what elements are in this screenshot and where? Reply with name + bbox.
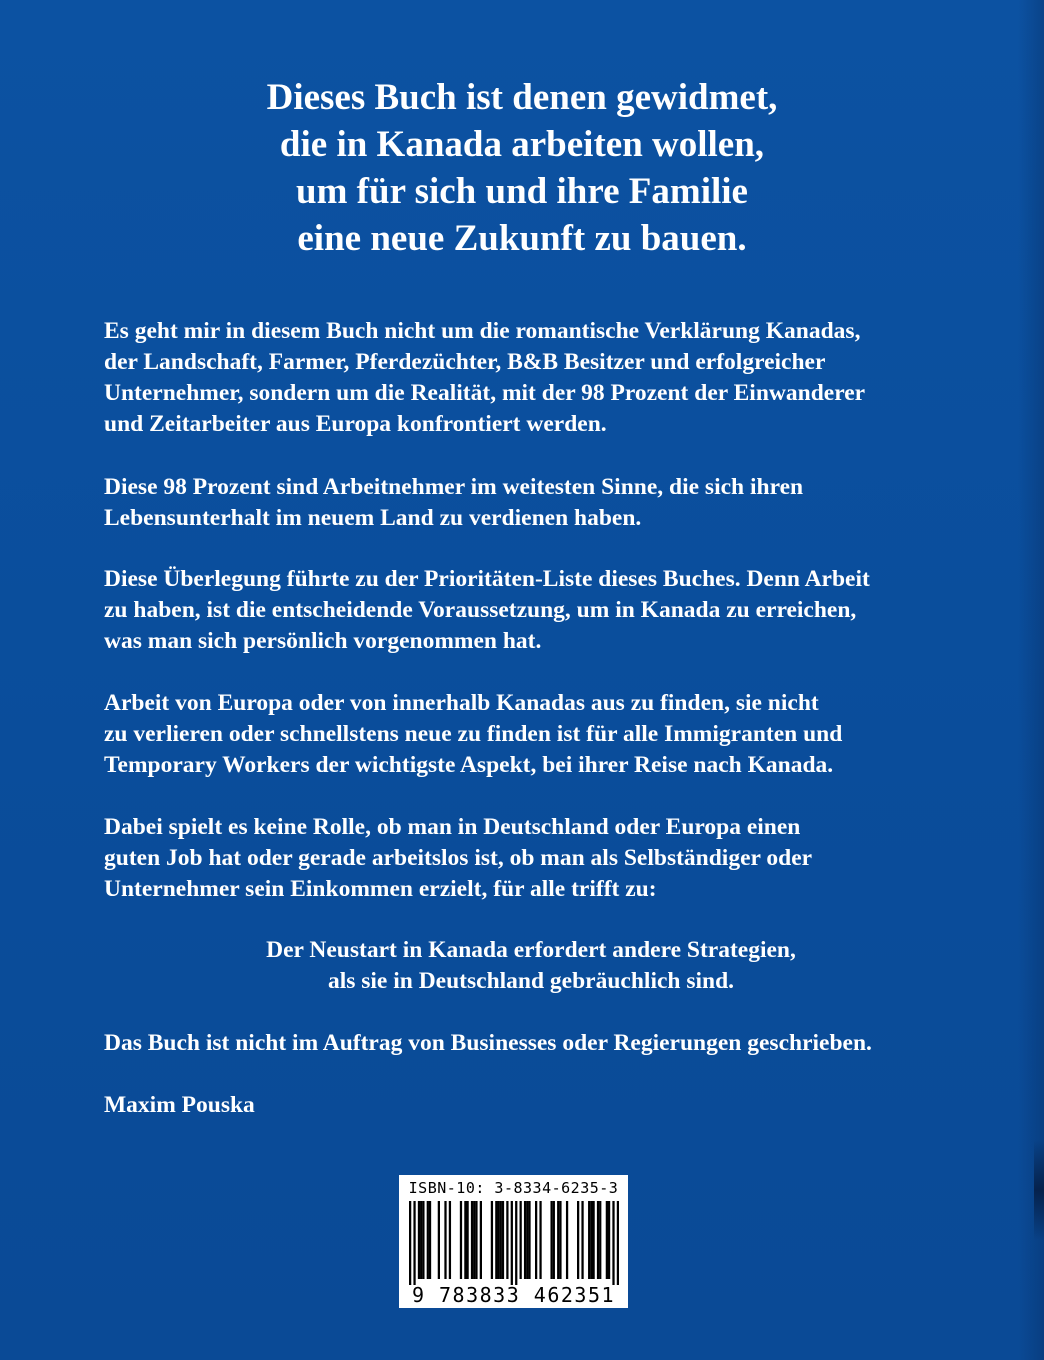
paragraph-finding-work xyxy=(104,688,954,781)
text-line: zu haben, ist die entscheidende Voraussetzung, um in Kanada zu erreichen, xyxy=(104,597,857,623)
barcode-bar xyxy=(590,1201,592,1279)
dedication-block xyxy=(0,74,1044,262)
paragraph-98-percent xyxy=(104,472,954,534)
barcode-bar xyxy=(559,1201,561,1279)
ean-13-digits: 9 783833 462351 xyxy=(411,1283,616,1307)
barcode-bar xyxy=(617,1201,619,1285)
barcode-bar xyxy=(495,1201,497,1279)
barcode-bar xyxy=(612,1201,614,1285)
barcode-bar xyxy=(566,1201,568,1279)
barcode-bar xyxy=(526,1201,528,1279)
barcode-bar xyxy=(460,1201,462,1279)
text-line: der Landschaft, Farmer, Pferdezüchter, B&B Besitzer und erfolgreicher xyxy=(104,349,826,375)
text-line: zu verlieren oder schnellstens neue zu finden ist für alle Immigranten und xyxy=(104,721,843,747)
text-line: Temporary Workers der wichtigste Aspekt, bei ihrer Reise nach Kanada. xyxy=(104,752,834,778)
barcode-bar xyxy=(577,1201,579,1279)
barcode-bar xyxy=(535,1201,537,1279)
page-edge-mark xyxy=(1034,1140,1044,1240)
barcode-bar xyxy=(606,1201,608,1279)
barcode-bar xyxy=(528,1201,530,1279)
barcode-bar xyxy=(588,1201,590,1279)
barcode-bar xyxy=(511,1201,513,1285)
paragraph-priorities xyxy=(104,564,954,657)
author-name: Maxim Pouska xyxy=(104,1092,255,1118)
barcode-bar xyxy=(597,1201,599,1279)
text-line: und Zeitarbeiter aus Europa konfrontiert werden. xyxy=(104,411,607,437)
barcode-bar xyxy=(418,1201,420,1279)
barcode-bar xyxy=(422,1201,424,1279)
paragraph-romantic xyxy=(104,316,954,440)
paragraph-strategies-quote xyxy=(0,935,1044,997)
barcode-bar xyxy=(502,1201,504,1279)
text-line: Unternehmer sein Einkommen erzielt, für alle trifft zu: xyxy=(104,876,657,902)
dedication-line: die in Kanada arbeiten wollen, xyxy=(279,124,765,165)
text-line: Dabei spielt es keine Rolle, ob man in Deutschland oder Europa einen xyxy=(104,814,801,840)
barcode-bar xyxy=(471,1201,473,1279)
dedication-line: Dieses Buch ist denen gewidmet, xyxy=(266,77,778,118)
barcode-bar xyxy=(480,1201,482,1279)
barcode-bar xyxy=(497,1201,499,1279)
barcode-bar xyxy=(409,1201,411,1285)
barcode-bars xyxy=(409,1201,619,1285)
barcode-bar xyxy=(506,1201,508,1279)
barcode-bar xyxy=(438,1201,440,1279)
isbn-barcode xyxy=(399,1175,628,1308)
barcode-bar xyxy=(466,1201,468,1279)
paragraph-disclaimer xyxy=(104,1028,954,1059)
barcode-bar xyxy=(464,1201,466,1279)
text-line: als sie in Deutschland gebräuchlich sind. xyxy=(327,968,735,994)
barcode-bar xyxy=(581,1201,583,1279)
isbn-10-label: ISBN-10: 3-8334-6235-3 xyxy=(408,1179,619,1197)
barcode-bar xyxy=(449,1201,451,1279)
barcode-bar xyxy=(429,1201,431,1279)
barcode-bar xyxy=(520,1201,522,1279)
text-line: guten Job hat oder gerade arbeitslos ist, ob man als Selbständiger oder xyxy=(104,845,813,871)
barcode-bar xyxy=(557,1201,559,1279)
barcode-bar xyxy=(500,1201,502,1279)
barcode-bar xyxy=(524,1201,526,1279)
paragraph-no-matter xyxy=(104,812,954,905)
barcode-bar xyxy=(473,1201,475,1279)
text-line: Diese 98 Prozent sind Arbeitnehmer im weitesten Sinne, die sich ihren xyxy=(104,474,804,500)
barcode-bar xyxy=(592,1201,594,1279)
text-line: Lebensunterhalt im neuem Land zu verdienen haben. xyxy=(104,505,642,531)
barcode-bar xyxy=(539,1201,541,1279)
barcode-bar xyxy=(491,1201,493,1279)
barcode-bar xyxy=(475,1201,477,1279)
text-line: Es geht mir in diesem Buch nicht um die romantische Verklärung Kanadas, xyxy=(104,318,861,344)
text-line: Das Buch ist nicht im Auftrag von Businesses oder Regierungen geschrieben. xyxy=(104,1030,872,1056)
barcode-bar xyxy=(413,1201,415,1285)
barcode-bar xyxy=(553,1201,555,1279)
barcode-bar xyxy=(444,1201,446,1279)
barcode-bar xyxy=(515,1201,517,1285)
barcode-bar xyxy=(550,1201,552,1279)
dedication-line: eine neue Zukunft zu bauen. xyxy=(297,218,747,259)
barcode-bar xyxy=(608,1201,610,1279)
text-line: Der Neustart in Kanada erfordert andere Strategien, xyxy=(266,937,796,963)
barcode-bar xyxy=(599,1201,601,1279)
dedication-line: um für sich und ihre Familie xyxy=(296,171,748,212)
text-line: Diese Überlegung führte zu der Prioritäten-Liste dieses Buches. Denn Arbeit xyxy=(104,566,870,592)
text-line: Arbeit von Europa oder von innerhalb Kanadas aus zu finden, sie nicht xyxy=(104,690,819,716)
barcode-bar xyxy=(420,1201,422,1279)
text-line: Unternehmer, sondern um die Realität, mit der 98 Prozent der Einwanderer xyxy=(104,380,866,406)
text-line: was man sich persönlich vorgenommen hat. xyxy=(104,628,542,654)
barcode-bar xyxy=(427,1201,429,1279)
